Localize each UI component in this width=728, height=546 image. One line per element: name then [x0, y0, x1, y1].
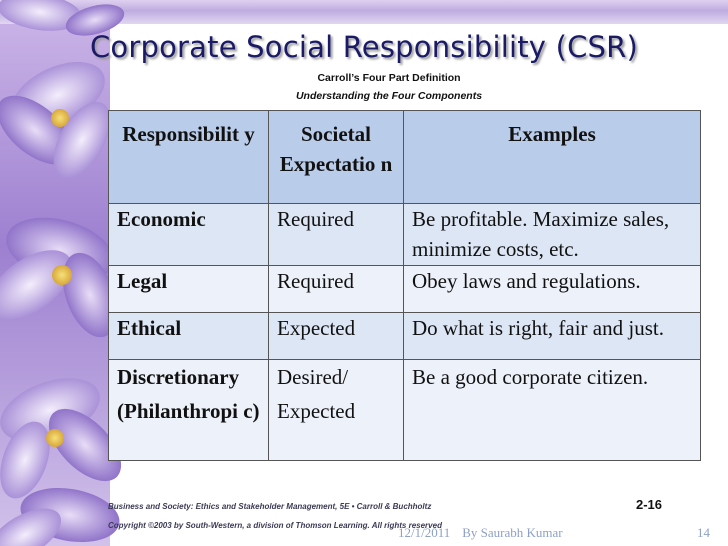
cell-responsibility: Legal [109, 266, 269, 313]
cell-examples: Do what is right, fair and just. [404, 313, 701, 360]
cell-expectation: Required [269, 204, 404, 266]
footer-date: 12/1/2011 [398, 525, 451, 540]
footer-date-author [398, 525, 563, 541]
table-row [109, 266, 701, 313]
slide-title: Corporate Social Responsibility (CSR) [89, 30, 639, 64]
footer-author: By Saurabh Kumar [462, 525, 563, 540]
table-row [109, 204, 701, 266]
page-number: 14 [697, 525, 710, 540]
footer-copyright: Copyright ©2003 by South-Western, a division of Thomson Learning. All rights reserved [108, 521, 442, 530]
cell-examples: Be a good corporate citizen. [404, 360, 701, 461]
table-header-row [109, 111, 701, 204]
header-societal-expectation: Societal Expectatio n [269, 111, 404, 204]
slide-code: 2-16 [636, 497, 663, 512]
table-row [109, 360, 701, 461]
header-responsibility: Responsibilit y [109, 111, 269, 204]
csr-table [108, 110, 701, 461]
subtitle-components: Understanding the Four Components [295, 90, 483, 102]
cell-expectation: Desired/ Expected [269, 360, 404, 461]
cell-responsibility: Economic [109, 204, 269, 266]
subtitle-definition: Carroll’s Four Part Definition [317, 72, 461, 84]
cell-examples: Obey laws and regulations. [404, 266, 701, 313]
cell-expectation: Required [269, 266, 404, 313]
cell-expectation: Expected [269, 313, 404, 360]
cell-examples: Be profitable. Maximize sales, minimize costs, etc. [404, 204, 701, 266]
cell-responsibility: Discretionary (Philanthropi c) [109, 360, 269, 461]
header-examples: Examples [404, 111, 701, 204]
table-row [109, 313, 701, 360]
footer-book-citation: Business and Society: Ethics and Stakeholder Management, 5E • Carroll & Buchholtz [108, 502, 432, 511]
cell-responsibility: Ethical [109, 313, 269, 360]
